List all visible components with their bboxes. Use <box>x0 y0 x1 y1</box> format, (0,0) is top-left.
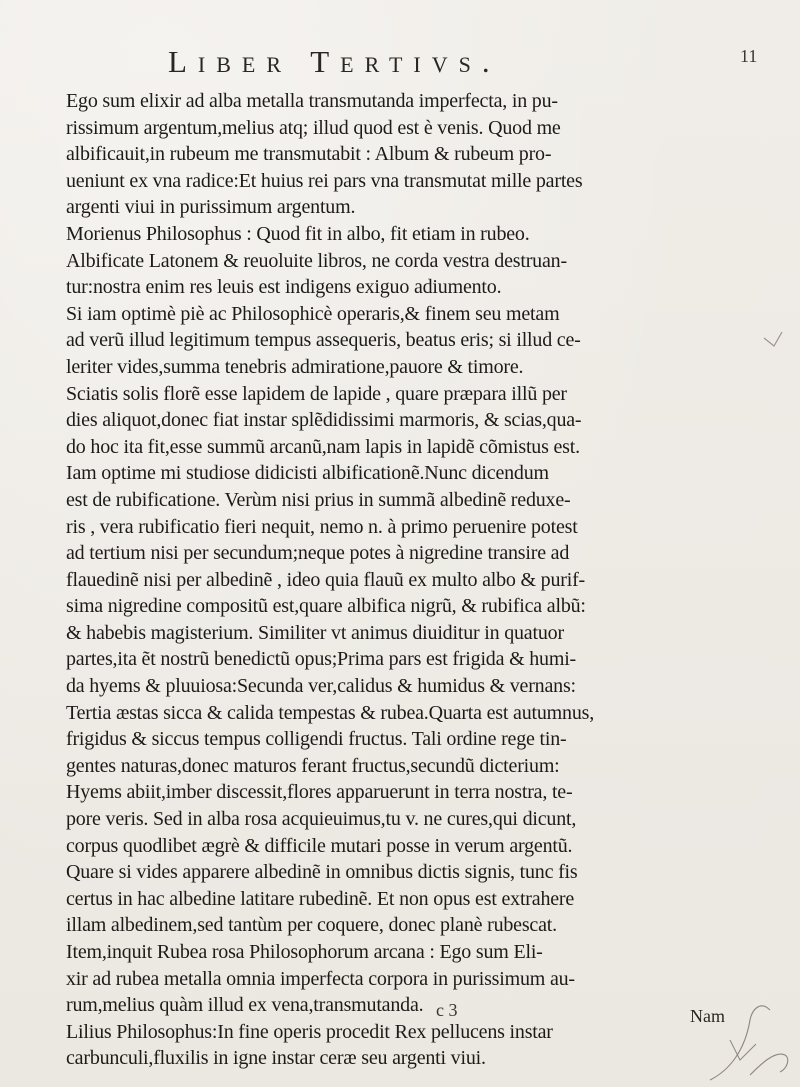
text-line: gentes naturas,donec maturos ferant fructus,secundũ dicterium: <box>66 754 560 777</box>
text-line: ris , vera rubificatio fieri nequit, nemo n. à primo peruenire potest <box>66 515 578 538</box>
text-line: leriter vides,summa tenebris admiratione,pauore & timore. <box>66 355 524 378</box>
text-line: frigidus & siccus tempus colligendi fructus. Tali ordine rege tin- <box>66 728 567 751</box>
text-line: Quare si vides apparere albedinẽ in omnibus dictis signis, tunc fis <box>66 861 578 884</box>
text-line: Hyems abiit,imber discessit,flores apparuerunt in terra nostra, te- <box>66 781 573 804</box>
text-line: pore veris. Sed in alba rosa acquieuimus,tu v. ne cures,qui dicunt, <box>66 808 577 831</box>
text-line: albificauit,in rubeum me transmutabit : Album & rubeum pro- <box>66 143 552 166</box>
text-line: tur:nostra enim res leuis est indigens exiguo adiumento. <box>66 276 502 299</box>
text-line: Iam optime mi studiose didicisti albificationẽ.Nunc dicendum <box>66 462 549 485</box>
text-line: Ego sum elixir ad alba metalla transmutanda imperfecta, in pu- <box>66 90 558 112</box>
body-text <box>66 88 772 1072</box>
running-title: Liber Tertivs. <box>168 44 501 79</box>
text-line: sima nigredine compositũ est,quare albifica nigrũ, & rubifica albũ: <box>66 595 586 618</box>
text-line: est de rubificatione. Verùm nisi prius in summã albedinẽ reduxe- <box>66 488 571 511</box>
page-header <box>168 44 638 84</box>
signature-mark: c 3 <box>436 1000 458 1020</box>
text-line: ueniunt ex vna radice:Et huius rei pars vna transmutat mille partes <box>66 169 583 192</box>
text-line: xir ad rubea metalla omnia imperfecta corpora in purissimum au- <box>66 967 575 990</box>
text-line: corpus quodlibet ægrè & difficile mutari posse in verum argentũ. <box>66 834 573 857</box>
text-line: flauedinẽ nisi per albedinẽ , ideo quia flauũ ex multo albo & purif- <box>66 568 586 591</box>
catchword: Nam <box>690 1006 725 1026</box>
text-line: certus in hac albedine latitare rubedinẽ. Et non opus est extrahere <box>66 887 575 910</box>
text-line: Item,inquit Rubea rosa Philosophorum arcana : Ego sum Eli- <box>66 941 543 963</box>
text-line: rissimum argentum,melius atq; illud quod est è venis. Quod me <box>66 116 561 139</box>
text-line: illam albedinem,sed tantùm per coquere, donec planè rubescat. <box>66 914 557 937</box>
text-line: do hoc ita fit,esse summũ arcanũ,nam lapis in lapidẽ cõmistus est. <box>66 435 580 458</box>
text-line: & habebis magisterium. Similiter vt animus diuiditur in quatuor <box>66 621 564 644</box>
text-line: Lilius Philosophus:In fine operis procedit Rex pellucens instar <box>66 1020 553 1043</box>
text-line: partes,ita ẽt nostrũ benedictũ opus;Prima pars est frigida & humi- <box>66 648 577 671</box>
pencil-sketch-icon <box>690 980 800 1087</box>
text-line: Tertia æstas sicca & calida tempestas & rubea.Quarta est autumnus, <box>66 701 595 724</box>
folio-number: 11 <box>740 46 758 66</box>
text-line: Morienus Philosophus : Quod fit in albo, fit etiam in rubeo. <box>66 222 530 245</box>
text-line: argenti viui in purissimum argentum. <box>66 196 356 219</box>
text-line: da hyems & pluuiosa:Secunda ver,calidus & humidus & vernans: <box>66 675 576 698</box>
text-line: rum,melius quàm illud ex vena,transmutanda. <box>66 994 424 1017</box>
margin-pencil-mark-icon <box>760 318 800 358</box>
text-line: ad verũ illud legitimum tempus assequeris, beatus eris; si illud ce- <box>66 329 581 352</box>
text-line: dies aliquot,donec fiat instar splẽdidissimi marmoris, & scias,qua- <box>66 409 582 432</box>
text-line: carbunculi,fluxilis in igne instar ceræ seu argenti viui. <box>66 1047 486 1070</box>
text-line: ad tertium nisi per secundum;neque potes à nigredine transire ad <box>66 542 570 565</box>
text-line: Sciatis solis florẽ esse lapidem de lapide , quare præpara illũ per <box>66 382 567 405</box>
text-line: Si iam optimè piè ac Philosophicè operaris,& finem seu metam <box>66 302 560 325</box>
text-line: Albificate Latonem & reuoluite libros, ne corda vestra destruan- <box>66 249 567 272</box>
page-footer <box>0 1000 800 1030</box>
